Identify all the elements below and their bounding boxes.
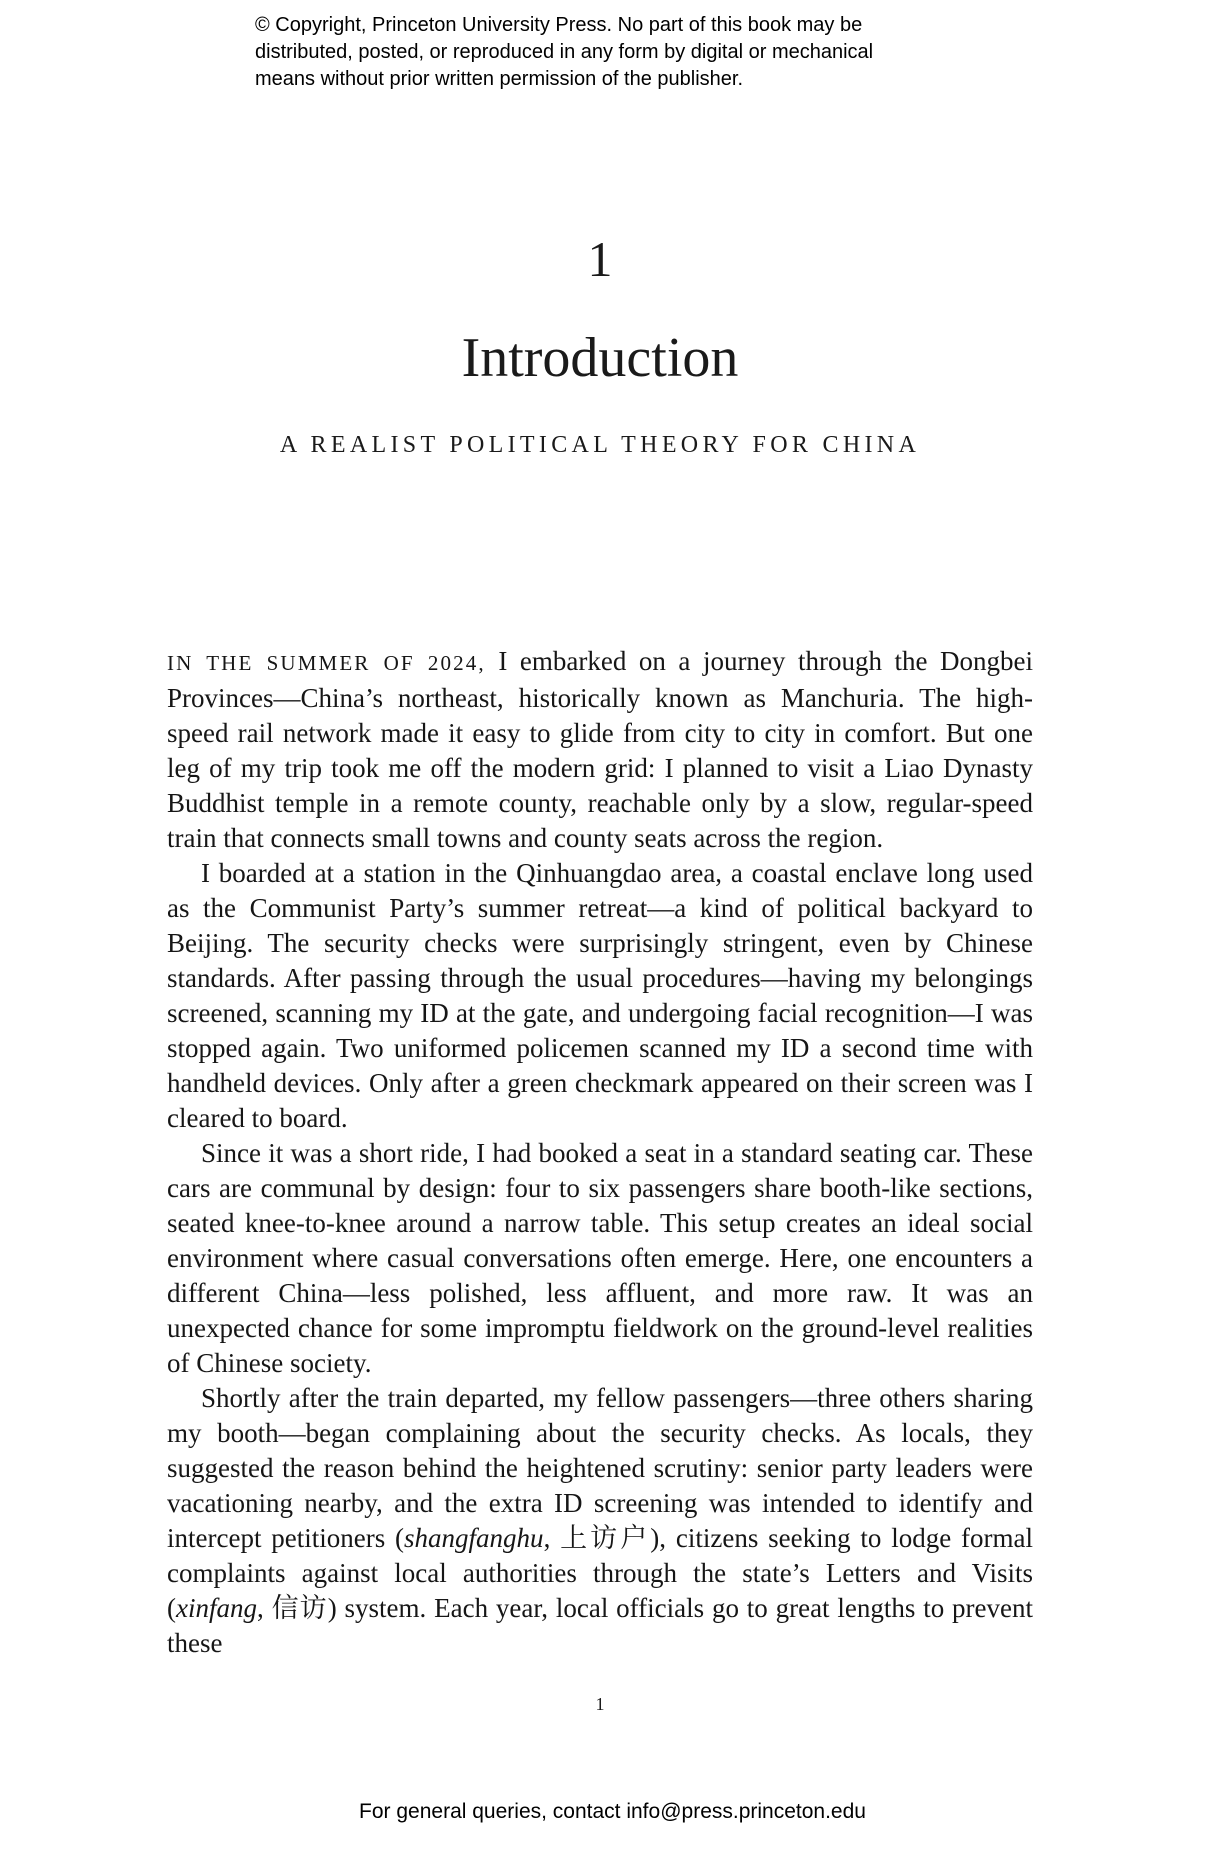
paragraph: Shortly after the train departed, my fellow passengers—three others sharing my booth—began complaining about the security checks. As locals, they suggested the reason behind the heightened scrutiny: senior party leaders were vacationing nearby, and the extra ID screening was intended to identify and intercept petitioners (shangfanghu, 上访户), citizens seeking to lodge formal complaints against local authorities through the state’s Letters and Visits (xinfang, 信访) system. Each year, local officials go to great lengths to prevent these (167, 1383, 1033, 1658)
paragraph: I boarded at a station in the Qinhuangdao area, a coastal enclave long used as the Communist Party’s summer retreat—a kind of political backyard to Beijing. The security checks were surprisingly stringent, even by Chinese standards. After passing through the usual procedures—having my belongings screened, scanning my ID at the gate, and undergoing facial recognition—I was stopped again. Two uniformed policemen scanned my ID a second time with handheld devices. Only after a green checkmark appeared on their screen was I cleared to board. (167, 858, 1033, 1133)
copyright-line: © Copyright, Princeton University Press. No part of this book may be (255, 14, 863, 36)
body-text (167, 644, 1033, 1661)
copyright-notice (255, 12, 873, 93)
chapter-title: Introduction (461, 327, 739, 389)
footer-contact: For general queries, contact info@press.princeton.edu (359, 1800, 866, 1823)
paragraph: IN THE SUMMER OF 2024, I embarked on a journey through the Dongbei Provinces—China’s northeast, historically known as Manchuria. The high-speed rail network made it easy to glide from city to city in comfort. But one leg of my trip took me off the modern grid: I planned to visit a Liao Dynasty Buddhist temple in a remote county, reachable only by a slow, regular-speed train that connects small towns and county seats across the region. (167, 646, 1034, 853)
copyright-line: distributed, posted, or reproduced in any form by digital or mechanical (255, 41, 874, 63)
page-number: 1 (595, 1694, 605, 1714)
chapter-number: 1 (587, 231, 613, 287)
copyright-line: means without prior written permission of the publisher. (255, 68, 744, 90)
chapter-subtitle: A REALIST POLITICAL THEORY FOR CHINA (279, 432, 921, 458)
paragraph: Since it was a short ride, I had booked a seat in a standard seating car. These cars are communal by design: four to six passengers share booth-like sections, seated knee-to-knee around a narrow table. This setup creates an ideal social environment where casual conversations often emerge. Here, one encounters a different China—less polished, less affluent, and more raw. It was an unexpected chance for some impromptu fieldwork on the ground-level realities of Chinese society. (167, 1138, 1033, 1378)
